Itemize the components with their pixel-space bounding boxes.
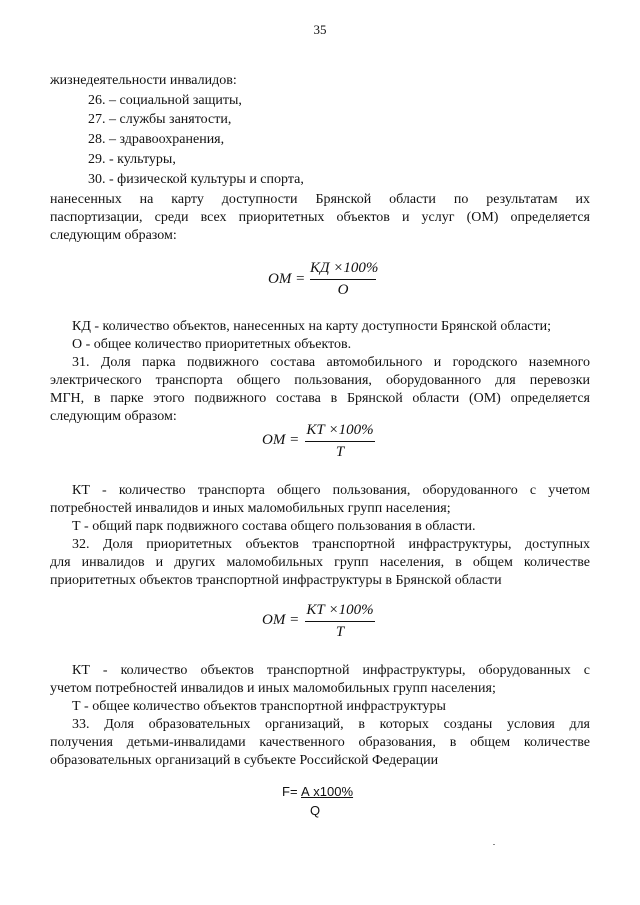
list-item: 29. - культуры, xyxy=(88,152,176,167)
definition-line: Т - общее количество объектов транспортной инфраструктуры xyxy=(72,699,446,714)
formula-lhs: ОМ = xyxy=(268,271,306,287)
paragraph-line: приоритетных объектов транспортной инфраструктуры в Брянской области xyxy=(50,573,502,588)
fraction-bar xyxy=(310,279,376,280)
formula-numerator: КТ ×100% xyxy=(306,602,374,618)
paragraph-line: для инвалидов и других маломобильных групп населения, в общем количестве xyxy=(50,555,590,570)
definition-line: О - общее количество приоритетных объектов. xyxy=(72,337,352,352)
paragraph-line: электрического транспорта общего пользования, оборудованного для перевозки xyxy=(50,373,590,388)
formula-lhs: ОМ = xyxy=(262,432,300,448)
list-item: 26. – социальной защиты, xyxy=(88,93,242,108)
definition-line: КТ - количество объектов транспортной инфраструктуры, оборудованных с xyxy=(72,663,590,678)
paragraph-line: 32. Доля приоритетных объектов транспортной инфраструктуры, доступных xyxy=(72,537,590,552)
paragraph-line: паспортизации, среди всех приоритетных объектов и услуг (ОМ) определяется xyxy=(50,210,590,225)
page-number: 35 xyxy=(313,22,327,37)
formula-numerator: КТ ×100% xyxy=(306,422,374,438)
list-item: 27. – службы занятости, xyxy=(88,112,232,127)
list-item: 30. - физической культуры и спорта, xyxy=(88,172,304,187)
formula-denominator: Т xyxy=(335,444,345,460)
definition-line: учетом потребностей инвалидов и иных маломобильных групп населения; xyxy=(50,681,496,696)
list-item: 28. – здравоохранения, xyxy=(88,132,225,147)
formula-denominator: Т xyxy=(335,624,345,640)
definition-line: КТ - количество транспорта общего пользования, оборудованного с учетом xyxy=(72,483,590,498)
paragraph-line: следующим образом: xyxy=(50,409,177,424)
definition-line: Т - общий парк подвижного состава общего пользования в области. xyxy=(72,519,476,534)
definition-line: потребностей инвалидов и иных маломобильных групп населения; xyxy=(50,501,451,516)
paragraph-line: нанесенных на карту доступности Брянской области по результатам их xyxy=(50,192,590,207)
formula-numerator: КД ×100% xyxy=(310,260,379,276)
definition-line: КД - количество объектов, нанесенных на карту доступности Брянской области; xyxy=(72,319,552,334)
formula-denominator: О xyxy=(337,282,349,298)
formula-denominator: Q xyxy=(310,803,321,818)
scan-speck xyxy=(493,844,495,845)
formula-lhs: F= xyxy=(282,784,298,799)
paragraph-line: 33. Доля образовательных организаций, в которых созданы условия для xyxy=(72,717,590,732)
fraction-bar xyxy=(305,441,375,442)
paragraph-line: следующим образом: xyxy=(50,228,177,243)
formula-numerator: А х100% xyxy=(301,784,354,799)
paragraph-line: 31. Доля парка подвижного состава автомобильного и городского наземного xyxy=(72,355,590,370)
paragraph-line: МГН, в парке этого подвижного состава в Брянской области (ОМ) определяется xyxy=(50,391,590,406)
text-line: жизнедеятельности инвалидов: xyxy=(50,73,237,88)
formula-lhs: ОМ = xyxy=(262,612,300,628)
fraction-bar xyxy=(305,621,375,622)
paragraph-line: образовательных организаций в субъекте Российской Федерации xyxy=(50,753,439,768)
paragraph-line: получения детьми-инвалидами качественного образования, в общем количестве xyxy=(50,735,590,750)
